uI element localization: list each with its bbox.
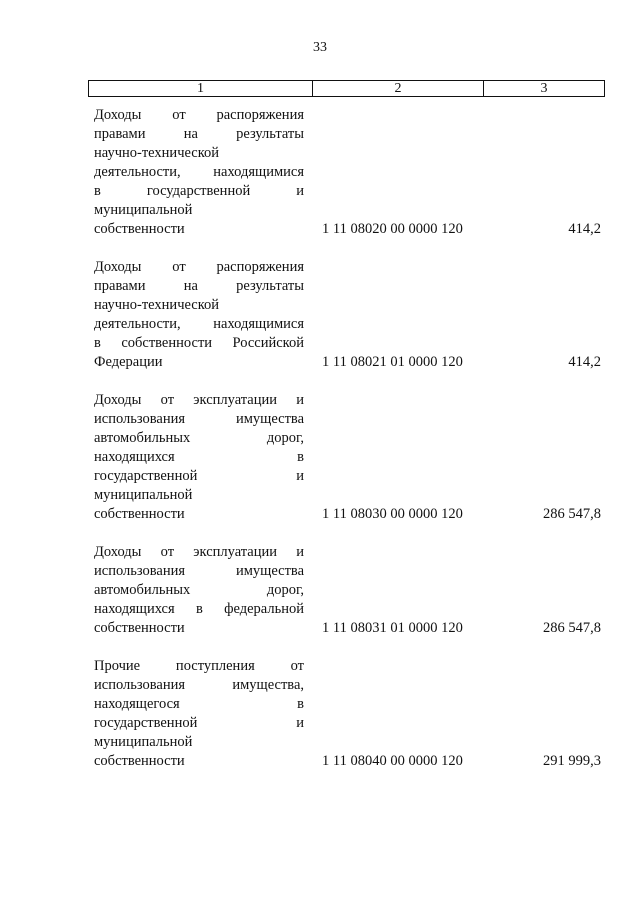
description-line: Доходы от эксплуатации и <box>94 392 304 408</box>
description-line: Доходы от распоряжения <box>94 259 304 275</box>
amount-value: 291 999,3 <box>543 753 601 769</box>
amount-value: 414,2 <box>568 221 601 237</box>
description-line: в собственности Российской <box>94 335 304 351</box>
description-line: Доходы от эксплуатации и <box>94 544 304 560</box>
description-line: использования имущества <box>94 563 304 579</box>
description-line: собственности <box>94 753 185 769</box>
row-description <box>94 106 304 239</box>
description-line: находящегося в <box>94 696 304 712</box>
description-line: находящихся в федеральной <box>94 601 304 617</box>
description-line: Прочие поступления от <box>94 658 304 674</box>
table-row <box>94 391 605 524</box>
description-line: собственности <box>94 221 185 237</box>
table-header <box>88 80 605 97</box>
description-line: собственности <box>94 506 185 522</box>
description-line: государственной и <box>94 715 304 731</box>
description-line: автомобильных дорог, <box>94 430 304 446</box>
amount-value: 286 547,8 <box>543 620 601 636</box>
budget-classification-code: 1 11 08021 01 0000 120 <box>322 354 463 370</box>
row-description <box>94 391 304 524</box>
description-line: научно-технической <box>94 145 220 161</box>
budget-classification-code: 1 11 08030 00 0000 120 <box>322 506 463 522</box>
page-number: 33 <box>313 40 327 55</box>
description-line: муниципальной <box>94 734 193 750</box>
table-row <box>94 543 605 638</box>
row-description <box>94 657 304 771</box>
description-line: находящихся в <box>94 449 304 465</box>
description-line: собственности <box>94 620 185 636</box>
budget-classification-code: 1 11 08031 01 0000 120 <box>322 620 463 636</box>
row-description <box>94 543 304 638</box>
column-header-2: 2 <box>313 81 484 96</box>
description-line: в государственной и <box>94 183 304 199</box>
column-header-1: 1 <box>89 81 313 96</box>
budget-classification-code: 1 11 08040 00 0000 120 <box>322 753 463 769</box>
row-description <box>94 258 304 372</box>
description-line: деятельности, находящимися <box>94 316 304 332</box>
budget-classification-code: 1 11 08020 00 0000 120 <box>322 221 463 237</box>
description-line: использования имущества <box>94 411 304 427</box>
description-line: государственной и <box>94 468 304 484</box>
description-line: автомобильных дорог, <box>94 582 304 598</box>
amount-value: 414,2 <box>568 354 601 370</box>
table-row <box>94 258 605 372</box>
description-line: правами на результаты <box>94 278 304 294</box>
description-line: Доходы от распоряжения <box>94 107 304 123</box>
table-row <box>94 106 605 239</box>
table-body <box>94 106 605 790</box>
table-row <box>94 657 605 771</box>
column-header-3: 3 <box>540 81 548 96</box>
description-line: деятельности, находящимися <box>94 164 304 180</box>
description-line: муниципальной <box>94 487 193 503</box>
description-line: научно-технической <box>94 297 220 313</box>
description-line: использования имущества, <box>94 677 304 693</box>
description-line: правами на результаты <box>94 126 304 142</box>
description-line: муниципальной <box>94 202 193 218</box>
amount-value: 286 547,8 <box>543 506 601 522</box>
description-line: Федерации <box>94 354 163 370</box>
